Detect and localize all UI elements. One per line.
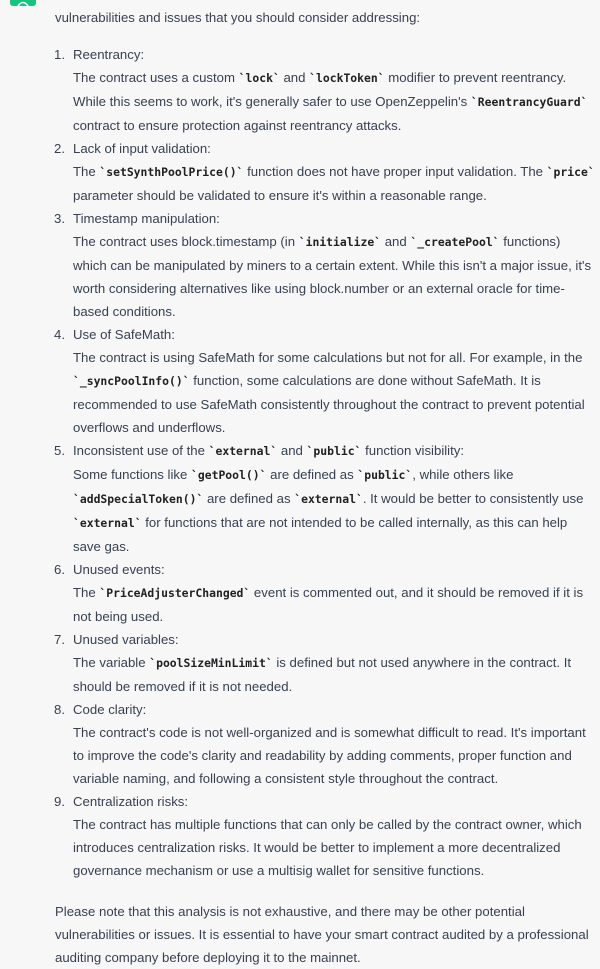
inline-code: `initialize`	[298, 235, 382, 249]
inline-code: `_createPool`	[410, 235, 500, 249]
list-item-title: Unused variables:	[73, 632, 179, 647]
inline-code: `public`	[306, 444, 362, 458]
list-item	[55, 790, 595, 882]
list-item-description: The contract uses a custom `lock` and `lockToken` modifier to prevent reentrancy. While this seems to work, it's generally safer to use OpenZeppelin's `ReentrancyGuard` contract to ensure protection against reentrancy attacks.	[73, 70, 588, 133]
inline-code: `poolSizeMinLimit`	[149, 656, 273, 670]
list-item-number: 6.	[54, 562, 65, 577]
list-item	[55, 558, 595, 628]
inline-code: `price`	[546, 165, 595, 179]
intro-text: vulnerabilities and issues that you should consider addressing:	[55, 10, 421, 25]
list-item-description: Some functions like `getPool()` are defined as `public`, while others like `addSpecialToken()` are defined as `external`. It would be better to consistently use `external` for functions that are not intended to be called internally, as this can help save gas.	[73, 467, 584, 554]
list-item-number: 7.	[54, 632, 65, 647]
list-item-description: The contract has multiple functions that can only be called by the contract owner, which introduces centralization risks. It would be better to implement a more decentralized governance mechanism or use a multisig wallet for sensitive functions.	[73, 817, 582, 878]
closing-note: Please note that this analysis is not exhaustive, and there may be other potential vulnerabilities or issues. It is essential to have your smart contract audited by a professional auditing company before deploying it to the mainnet.	[55, 904, 589, 965]
list-item-description: The `setSynthPoolPrice()` function does not have proper input validation. The `price` parameter should be validated to ensure it's within a reasonable range.	[73, 164, 595, 203]
list-item-title: Lack of input validation:	[73, 141, 211, 156]
list-item-description: The contract is using SafeMath for some calculations but not for all. For example, in the `_syncPoolInfo()` function, some calculations are done without SafeMath. It is recommended to use SafeMath consistently throughout the contract to prevent potential overflows and underflows.	[73, 350, 585, 435]
list-item-title: Centralization risks:	[73, 794, 189, 809]
list-item	[55, 628, 595, 698]
list-item	[55, 698, 595, 790]
list-item-description: The variable `poolSizeMinLimit` is defined but not used anywhere in the contract. It should be removed if it is not needed.	[73, 655, 572, 694]
list-item	[55, 137, 595, 207]
issues-list	[55, 43, 595, 882]
inline-code: `lock`	[238, 71, 280, 85]
assistant-message	[55, 6, 595, 969]
list-item-number: 8.	[54, 702, 65, 717]
assistant-avatar	[10, 0, 36, 6]
list-item-number: 1.	[54, 47, 65, 62]
inline-code: `PriceAdjusterChanged`	[99, 586, 251, 600]
list-item-number: 2.	[54, 141, 65, 156]
list-item-description: The contract's code is not well-organized and is somewhat difficult to read. It's important to improve the code's clarity and readability by adding comments, proper function and variable naming, and following a consistent style throughout the contract.	[73, 725, 586, 786]
list-item-title: Reentrancy:	[73, 47, 145, 62]
list-item-title: Inconsistent use of the `external` and `public` function visibility:	[73, 443, 465, 458]
inline-code: `external`	[208, 444, 278, 458]
list-item	[55, 207, 595, 323]
inline-code: `ReentrancyGuard`	[470, 95, 588, 109]
openai-logo-icon	[17, 0, 29, 6]
list-item	[55, 43, 595, 137]
inline-code: `setSynthPoolPrice()`	[99, 165, 244, 179]
inline-code: `external`	[73, 516, 142, 530]
list-item-description: The `PriceAdjusterChanged` event is commented out, and it should be removed if it is not being used.	[73, 585, 584, 624]
inline-code: `addSpecialToken()`	[73, 492, 204, 506]
list-item-description: The contract uses block.timestamp (in `initialize` and `_createPool` functions) which can be manipulated by miners to a certain extent. While this isn't a major issue, it's worth considering alternatives like using block.number or an external oracle for time-based conditions.	[73, 234, 592, 319]
inline-code: `public`	[357, 468, 413, 482]
list-item-number: 5.	[54, 443, 65, 458]
inline-code: `getPool()`	[191, 468, 267, 482]
list-item-title: Unused events:	[73, 562, 165, 577]
list-item-number: 4.	[54, 327, 65, 342]
list-item-title: Use of SafeMath:	[73, 327, 175, 342]
inline-code: `lockToken`	[309, 71, 385, 85]
list-item-title: Timestamp manipulation:	[73, 211, 220, 226]
list-item-title: Code clarity:	[73, 702, 147, 717]
list-item	[55, 323, 595, 439]
list-item	[55, 439, 595, 558]
inline-code: `_syncPoolInfo()`	[73, 374, 190, 388]
list-item-number: 9.	[54, 794, 65, 809]
inline-code: `external`	[294, 492, 363, 506]
list-item-number: 3.	[54, 211, 65, 226]
